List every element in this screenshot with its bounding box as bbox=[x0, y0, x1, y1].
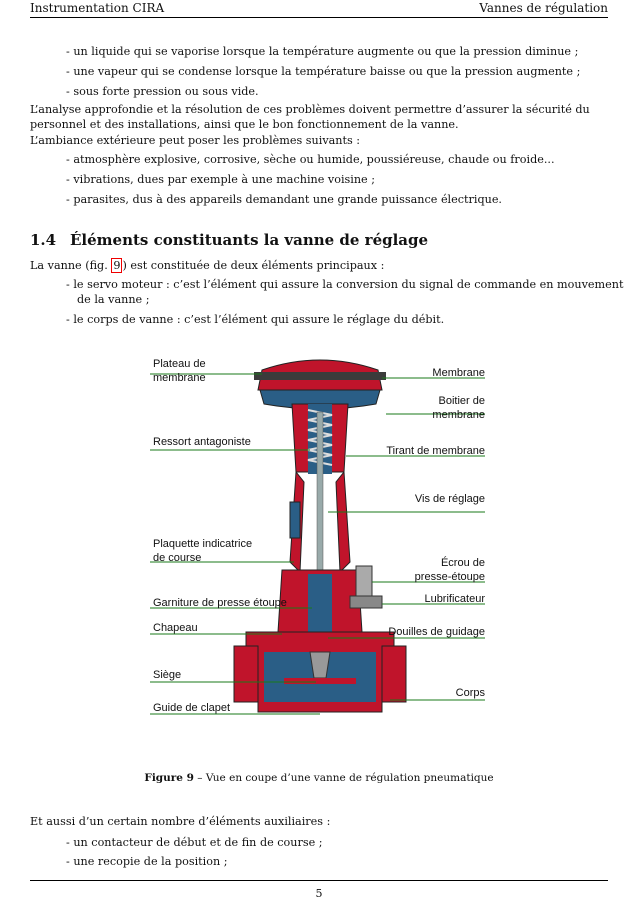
label-siege: Siège bbox=[153, 669, 182, 681]
label-chapeau: Chapeau bbox=[153, 622, 198, 634]
caption-label: Figure 9 bbox=[144, 772, 194, 784]
label-lubrificateur: Lubrificateur bbox=[424, 593, 485, 605]
bullet-item: - le servo moteur : c’est l’élément qui assure la conversion du signal de commande en mouvement bbox=[66, 278, 624, 291]
label-corps: Corps bbox=[455, 687, 485, 699]
bullet-item: - atmosphère explosive, corrosive, sèche ou humide, poussiéreuse, chaude ou froide... bbox=[66, 153, 555, 166]
label-tirant: Tirant de membrane bbox=[386, 445, 485, 457]
packing-box bbox=[308, 574, 332, 632]
section-number: 1.4 bbox=[30, 231, 57, 249]
travel-plate bbox=[290, 502, 300, 538]
paragraph: L’analyse approfondie et la résolution de ces problèmes doivent permettre d’assurer la sécurité du personnel et des installations, ainsi que le bon fonctionnement de la vanne. bbox=[30, 103, 590, 131]
label-boitier: Boitier de bbox=[438, 395, 485, 407]
packing-nut bbox=[356, 566, 372, 596]
flange-right bbox=[382, 646, 406, 702]
paragraph: Et aussi d’un certain nombre d’éléments auxiliaires : bbox=[30, 815, 331, 828]
label-ecrou-2: presse-étoupe bbox=[414, 571, 485, 583]
seat bbox=[284, 678, 356, 684]
bullet-item: - un liquide qui se vaporise lorsque la température augmente ou que la pression diminue ; bbox=[66, 45, 579, 58]
label-ecrou: Écrou de bbox=[440, 557, 485, 569]
diaphragm-plate bbox=[254, 372, 386, 380]
intro-text: ) est constituée de deux éléments principaux : bbox=[122, 259, 385, 272]
section-heading bbox=[30, 231, 428, 249]
flange-left bbox=[234, 646, 258, 702]
lubricator bbox=[350, 596, 382, 608]
label-plaquette: Plaquette indicatrice bbox=[153, 538, 253, 550]
plug bbox=[310, 652, 330, 678]
label-ressort: Ressort antagoniste bbox=[153, 436, 251, 448]
bullet-item: - le corps de vanne : c’est l’élément qui assure le réglage du débit. bbox=[66, 313, 445, 326]
section-title: Éléments constituants la vanne de réglage bbox=[70, 231, 429, 249]
bullet-item: - une vapeur qui se condense lorsque la température baisse ou que la pression augmente ; bbox=[66, 65, 581, 78]
label-garniture: Garniture de presse étoupe bbox=[153, 597, 287, 609]
label-plateau: Plateau de bbox=[153, 358, 206, 370]
yoke-arm-right bbox=[336, 472, 350, 572]
paragraph: L’ambiance extérieure peut poser les problèmes suivants : bbox=[30, 134, 361, 147]
label-plateau-2: membrane bbox=[153, 372, 206, 384]
page-header bbox=[30, 0, 608, 18]
header-left: Instrumentation CIRA bbox=[30, 1, 165, 15]
intro-text: La vanne (fig. bbox=[30, 259, 112, 272]
bullet-item: - vibrations, dues par exemple à une machine voisine ; bbox=[66, 173, 376, 186]
bullet-item: - sous forte pression ou sous vide. bbox=[66, 85, 259, 98]
label-douilles: Douilles de guidage bbox=[388, 626, 485, 638]
label-boitier-2: membrane bbox=[432, 409, 485, 421]
footer-rule bbox=[30, 880, 608, 881]
page-number: 5 bbox=[315, 887, 323, 900]
bullet-item: - un contacteur de début et de fin de course ; bbox=[66, 836, 323, 849]
intro-line bbox=[30, 258, 384, 273]
bullet-item: - une recopie de la position ; bbox=[66, 855, 228, 868]
bullet-item: - parasites, dus à des appareils demandant une grande puissance électrique. bbox=[66, 193, 502, 206]
figure-caption bbox=[0, 772, 638, 784]
header-right: Vannes de régulation bbox=[479, 1, 608, 15]
label-plaquette-2: de course bbox=[153, 552, 202, 564]
label-vis: Vis de réglage bbox=[414, 493, 485, 505]
valve-diagram bbox=[150, 352, 490, 732]
label-membrane: Membrane bbox=[432, 367, 485, 379]
label-guide: Guide de clapet bbox=[153, 702, 231, 714]
bullet-continuation: de la vanne ; bbox=[77, 293, 150, 306]
caption-text: – Vue en coupe d’une vanne de régulation pneumatique bbox=[197, 772, 494, 784]
figure-ref-link[interactable]: 9 bbox=[113, 259, 121, 272]
